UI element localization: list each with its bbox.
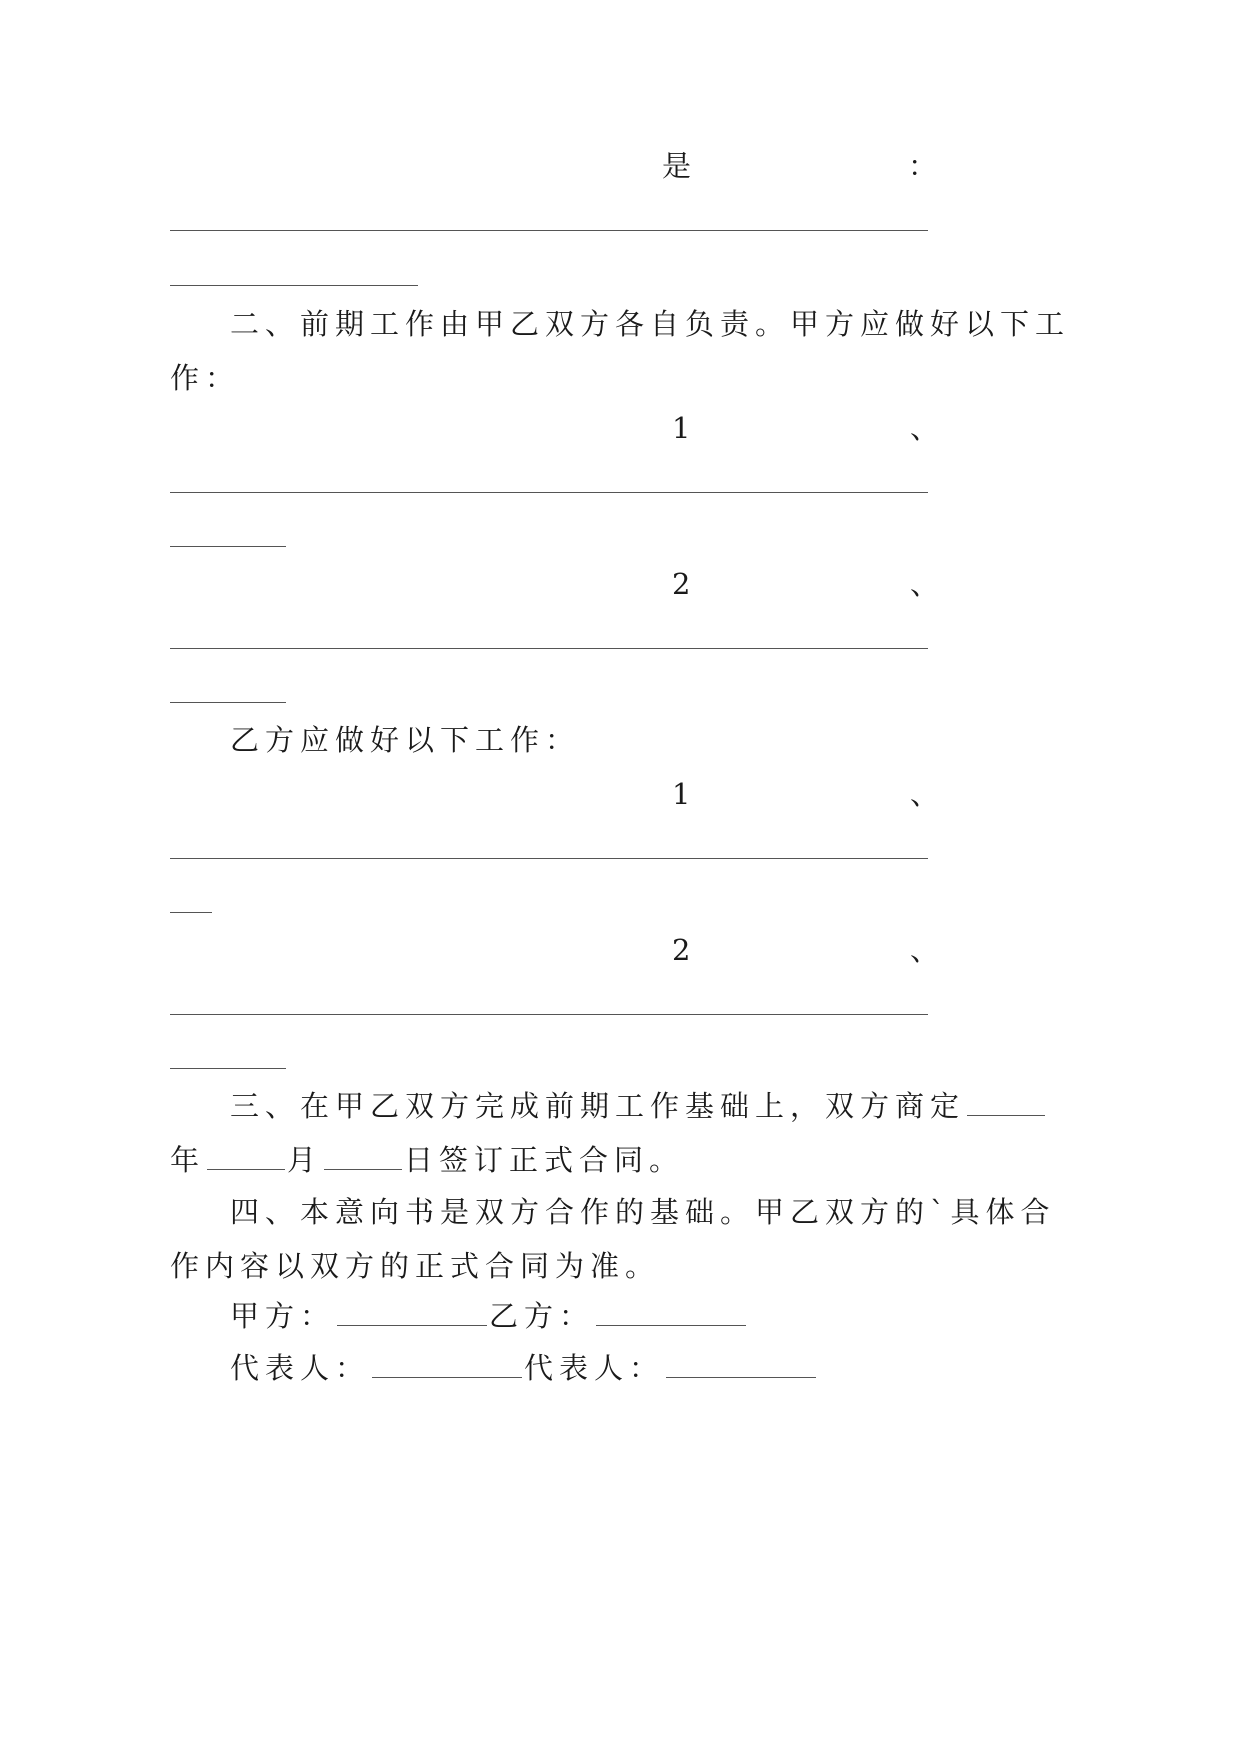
text-colon: ：	[908, 149, 944, 183]
party-a-blank	[337, 1325, 487, 1326]
section-3-text: 三、在甲乙双方完成前期工作基础上，双方商定	[230, 1089, 966, 1123]
blank-line	[170, 1068, 286, 1069]
blank-line	[170, 912, 212, 913]
month-label: 月	[287, 1143, 323, 1177]
signature-parties	[230, 1298, 748, 1334]
item-separator: 、	[910, 777, 946, 811]
blank-line	[170, 648, 928, 649]
year-blank	[967, 1115, 1045, 1116]
party-b-label: 乙方：	[489, 1299, 595, 1333]
item-number: 2	[672, 933, 697, 967]
rep-a-blank	[372, 1377, 522, 1378]
year-label: 年	[170, 1143, 206, 1177]
blank-line	[170, 858, 928, 859]
rep-b-label: 代表人：	[524, 1351, 665, 1385]
blank-line	[170, 285, 418, 286]
signature-representatives	[230, 1350, 818, 1386]
rep-a-label: 代表人：	[230, 1351, 371, 1385]
text-shi: 是	[662, 149, 698, 183]
section-4-line-2: 作内容以双方的正式合同为准。	[170, 1249, 661, 1283]
section-4-line-1: 四、本意向书是双方合作的基础。甲乙双方的`具体合	[230, 1195, 1056, 1229]
section-3-line-1	[230, 1088, 1047, 1124]
blank-line	[170, 546, 286, 547]
item-number: 1	[672, 411, 697, 445]
item-number: 2	[672, 567, 697, 601]
item-number: 1	[672, 777, 697, 811]
party-a-label: 甲方：	[230, 1299, 336, 1333]
rep-b-blank	[666, 1377, 816, 1378]
day-label: 日签订正式合同。	[404, 1143, 685, 1177]
blank-line	[170, 1014, 928, 1015]
section-3-line-2	[170, 1142, 684, 1178]
section-2-line-1: 二、前期工作由甲乙双方各自负责。甲方应做好以下工	[230, 307, 1071, 341]
party-b-blank	[596, 1325, 746, 1326]
item-separator: 、	[910, 411, 946, 445]
blank-line	[170, 230, 928, 231]
blank-line	[170, 702, 286, 703]
blank-line	[170, 492, 928, 493]
item-separator: 、	[910, 933, 946, 967]
section-2-line-2: 作：	[170, 361, 241, 395]
item-separator: 、	[910, 567, 946, 601]
party-b-heading: 乙方应做好以下工作：	[230, 723, 581, 757]
month-blank	[207, 1169, 285, 1170]
day-blank	[324, 1169, 402, 1170]
